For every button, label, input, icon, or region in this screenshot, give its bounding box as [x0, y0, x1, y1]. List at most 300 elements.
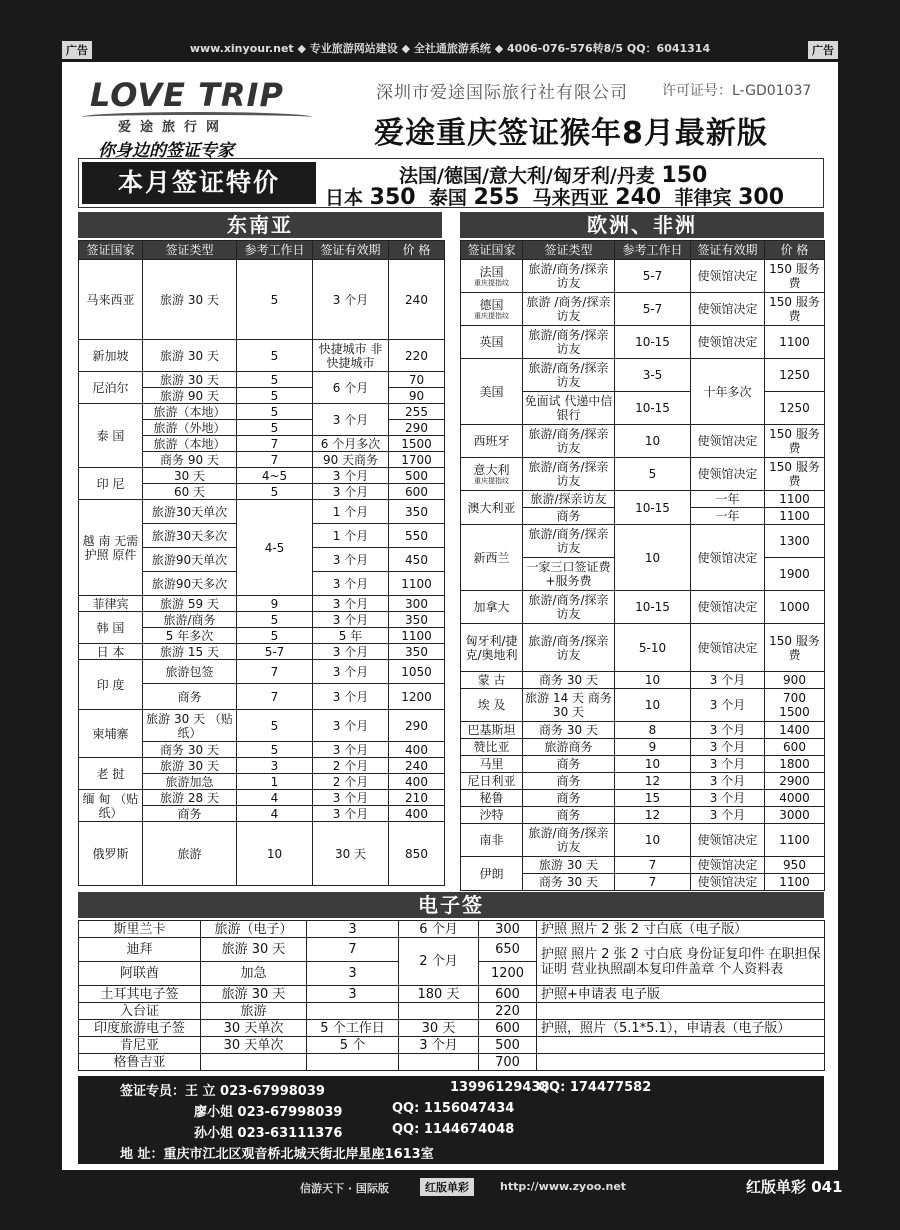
sea-col-days: 参考工作日	[237, 241, 313, 260]
license-number: 许可证号：L-GD01037	[662, 83, 812, 99]
table-row	[79, 468, 445, 484]
table-cell: 南非	[461, 824, 523, 857]
table-cell: 使领馆决定	[691, 591, 765, 624]
table-cell: 10	[615, 525, 691, 591]
special-offer-box	[78, 158, 824, 208]
table-cell: 900	[765, 672, 825, 689]
table-cell: 商务 30 天	[523, 874, 615, 891]
headline: 爱途重庆签证猴年8月最新版	[374, 116, 768, 151]
table-cell: 12	[615, 773, 691, 790]
table-cell: 5-7	[615, 260, 691, 293]
table-cell: 1100	[765, 874, 825, 891]
table-cell: 1100	[389, 628, 445, 644]
table-cell: 3 个月	[691, 807, 765, 824]
table-cell: 60 天	[143, 484, 237, 500]
table-cell: 240	[389, 758, 445, 774]
table-cell: 5	[615, 458, 691, 491]
table-cell: 旅游/商务/探亲访友	[523, 591, 615, 624]
table-row	[461, 525, 825, 558]
table-cell: 旅游 30 天	[201, 986, 307, 1003]
table-cell: 350	[389, 500, 445, 524]
table-cell: 300	[479, 921, 537, 938]
table-cell	[537, 1003, 825, 1020]
table-cell: 印度旅游电子签	[79, 1020, 201, 1037]
logo-cn: 爱途旅行网	[118, 120, 229, 135]
table-cell: 商务 30 天	[523, 672, 615, 689]
table-row	[461, 857, 825, 874]
table-cell: 500	[389, 468, 445, 484]
table-cell: 3 个月	[313, 484, 389, 500]
table-cell: 9	[237, 596, 313, 612]
table-cell: 180 天	[399, 986, 479, 1003]
top-ad-bar	[0, 36, 900, 60]
evisa-table	[78, 920, 825, 1071]
table-cell: 30 天单次	[201, 1037, 307, 1054]
eu-section-title: 欧洲、非洲	[460, 212, 824, 238]
table-cell: 护照 照片 2 张 2 寸白底 身份证复印件 在职担保证明 营业执照副本复印件盖章 个人资料表	[537, 938, 825, 986]
table-cell: 7	[237, 452, 313, 468]
table-cell: 菲律宾	[79, 596, 143, 612]
table-cell: 加拿大	[461, 591, 523, 624]
table-cell: 一年	[691, 491, 765, 508]
table-cell	[399, 1054, 479, 1071]
table-cell: 巴基斯坦	[461, 722, 523, 739]
table-cell: 150 服务费	[765, 260, 825, 293]
table-cell: 3 个月	[313, 644, 389, 660]
special-tag: 本月签证特价	[82, 162, 316, 204]
table-cell: 5	[237, 710, 313, 742]
table-cell: 3 个月	[313, 790, 389, 806]
sea-section-title: 东南亚	[78, 212, 442, 238]
table-cell: 1200	[389, 684, 445, 710]
table-cell: 2900	[765, 773, 825, 790]
table-cell: 入台证	[79, 1003, 201, 1020]
table-row	[461, 624, 825, 672]
table-cell: 西班牙	[461, 425, 523, 458]
table-cell: 7	[615, 874, 691, 891]
table-cell: 15	[615, 790, 691, 807]
table-cell: 9	[615, 739, 691, 756]
table-cell: 3 个月	[313, 612, 389, 628]
table-cell: 5	[237, 742, 313, 758]
table-cell: 商务 30 天	[523, 722, 615, 739]
table-row	[461, 591, 825, 624]
table-cell: 3000	[765, 807, 825, 824]
evisa-section-title: 电子签	[78, 892, 824, 918]
table-cell: 旅游（电子）	[201, 921, 307, 938]
table-cell: 旅游（外地）	[143, 420, 237, 436]
table-row	[79, 644, 445, 660]
table-cell: 旅游（本地）	[143, 404, 237, 420]
table-cell: 1900	[765, 558, 825, 591]
table-cell: 550	[389, 524, 445, 548]
table-row	[79, 340, 445, 372]
sea-col-country: 签证国家	[79, 241, 143, 260]
table-cell: 5-10	[615, 624, 691, 672]
table-cell: 旅游 30 天	[201, 938, 307, 962]
contact-qq-2: QQ: 1156047434	[392, 1101, 515, 1116]
table-row	[461, 293, 825, 326]
contact-line-2: 廖小姐 023-67998039	[194, 1105, 343, 1120]
table-cell: 5	[237, 260, 313, 340]
table-cell: 商务	[523, 807, 615, 824]
table-cell: 1250	[765, 392, 825, 425]
table-cell: 1100	[765, 824, 825, 857]
table-cell: 7	[615, 857, 691, 874]
table-cell: 700	[479, 1054, 537, 1071]
table-cell: 3 个月	[691, 756, 765, 773]
contact-mobile: 13996129438	[450, 1080, 550, 1095]
table-cell: 3 个月	[313, 260, 389, 340]
table-row	[79, 404, 445, 420]
table-cell: 600	[389, 484, 445, 500]
flyer-sheet	[62, 62, 838, 1170]
table-cell: 迪拜	[79, 938, 201, 962]
table-cell: 阿联酋	[79, 962, 201, 986]
table-cell: 旅游 30 天	[523, 857, 615, 874]
table-cell: 尼泊尔	[79, 372, 143, 404]
table-cell: 5	[237, 612, 313, 628]
table-cell: 十年多次	[691, 359, 765, 425]
table-cell: 350	[389, 612, 445, 628]
table-cell: 600	[479, 1020, 537, 1037]
table-cell: 商务 30 天	[143, 742, 237, 758]
table-row	[79, 822, 445, 886]
table-cell: 5	[237, 484, 313, 500]
table-row	[461, 824, 825, 857]
table-cell: 商务	[143, 684, 237, 710]
table-cell: 日 本	[79, 644, 143, 660]
table-cell: 240	[389, 260, 445, 340]
table-cell: 旅游30天多次	[143, 524, 237, 548]
table-cell: 5 年	[313, 628, 389, 644]
table-cell: 400	[389, 774, 445, 790]
table-cell	[307, 1054, 399, 1071]
table-cell: 1050	[389, 660, 445, 684]
table-cell: 印 度	[79, 660, 143, 710]
table-cell: 使领馆决定	[691, 425, 765, 458]
table-cell: 3	[307, 986, 399, 1003]
table-cell: 3 个月	[313, 572, 389, 596]
table-cell: 埃 及	[461, 689, 523, 722]
table-cell: 1500	[389, 436, 445, 452]
table-row	[461, 672, 825, 689]
table-cell: 旅游/商务/探亲访友	[523, 525, 615, 558]
table-cell: 450	[389, 548, 445, 572]
table-cell: 3 个月	[691, 722, 765, 739]
table-row	[461, 722, 825, 739]
bottom-badge: 红版单彩	[420, 1178, 474, 1196]
table-cell	[537, 1054, 825, 1071]
eu-header-row	[461, 241, 825, 260]
table-cell: 新加坡	[79, 340, 143, 372]
table-cell: 2 个月	[313, 774, 389, 790]
table-cell: 英国	[461, 326, 523, 359]
table-cell: 5-7	[615, 293, 691, 326]
europe-africa-table	[460, 240, 825, 891]
table-cell: 90	[389, 388, 445, 404]
table-cell: 150 服务费	[765, 425, 825, 458]
table-cell: 旅游/商务	[143, 612, 237, 628]
table-row	[79, 372, 445, 388]
table-cell: 7	[307, 938, 399, 962]
table-cell: 商务	[523, 790, 615, 807]
table-cell: 400	[389, 742, 445, 758]
table-cell: 1100	[765, 508, 825, 525]
table-cell: 5-7	[237, 644, 313, 660]
table-row	[79, 1037, 825, 1054]
special-line2: 日本 350 泰国 255 马来西亚 240 菲律宾 300	[325, 185, 785, 210]
ad-label-left: 广告	[62, 41, 92, 59]
table-cell: 220	[479, 1003, 537, 1020]
table-cell: 290	[389, 420, 445, 436]
table-cell: 快捷城市 非快捷城市	[313, 340, 389, 372]
table-cell: 韩 国	[79, 612, 143, 644]
table-row	[79, 612, 445, 628]
table-cell: 150 服务费	[765, 458, 825, 491]
table-cell: 8	[615, 722, 691, 739]
table-cell: 柬埔寨	[79, 710, 143, 758]
sea-col-validity: 签证有效期	[313, 241, 389, 260]
table-cell: 600	[765, 739, 825, 756]
sea-col-price: 价 格	[389, 241, 445, 260]
table-cell: 290	[389, 710, 445, 742]
table-cell: 3	[237, 758, 313, 774]
table-cell: 越 南 无需护照 原件	[79, 500, 143, 596]
table-cell: 3-5	[615, 359, 691, 392]
table-cell: 4~5	[237, 468, 313, 484]
table-cell: 3 个月	[399, 1037, 479, 1054]
table-cell: 1250	[765, 359, 825, 392]
table-cell: 30 天单次	[201, 1020, 307, 1037]
table-cell: 商务	[523, 756, 615, 773]
table-cell: 3 个月	[313, 684, 389, 710]
table-cell: 3	[307, 921, 399, 938]
table-cell: 1700	[389, 452, 445, 468]
table-row	[79, 758, 445, 774]
table-cell: 10	[615, 756, 691, 773]
table-cell: 300	[389, 596, 445, 612]
table-cell: 商务	[143, 806, 237, 822]
table-cell: 600	[479, 986, 537, 1003]
page-number: 红版单彩 041	[746, 1178, 843, 1196]
table-cell: 商务	[523, 508, 615, 525]
table-cell: 5 个工作日	[307, 1020, 399, 1037]
table-cell: 德国 重庆提指纹	[461, 293, 523, 326]
table-cell: 10-15	[615, 491, 691, 525]
table-cell: 4000	[765, 790, 825, 807]
table-cell: 旅游30天单次	[143, 500, 237, 524]
ad-label-right: 广告	[808, 41, 838, 59]
table-cell: 1 个月	[313, 524, 389, 548]
table-cell: 旅游/商务/探亲访友	[523, 425, 615, 458]
table-cell: 旅游/商务/探亲访友	[523, 624, 615, 672]
table-cell: 3 个月	[691, 689, 765, 722]
table-row	[461, 739, 825, 756]
table-cell: 加急	[201, 962, 307, 986]
contact-line-3: 孙小姐 023-63111376	[194, 1126, 343, 1141]
table-cell: 旅游/探亲访友	[523, 491, 615, 508]
table-cell: 5	[237, 420, 313, 436]
table-row	[461, 326, 825, 359]
table-cell: 肯尼亚	[79, 1037, 201, 1054]
table-cell: 免面试 代递中信银行	[523, 392, 615, 425]
table-cell	[399, 1003, 479, 1020]
table-row	[461, 425, 825, 458]
logo-brand: LOVE TRIP	[90, 76, 284, 114]
table-cell: 5	[237, 388, 313, 404]
table-cell: 500	[479, 1037, 537, 1054]
table-cell: 90 天商务	[313, 452, 389, 468]
table-cell: 10	[615, 824, 691, 857]
special-line1: 法国/德国/意大利/匈牙利/丹麦 150	[399, 163, 708, 188]
table-cell: 150 服务费	[765, 293, 825, 326]
table-cell: 350	[389, 644, 445, 660]
table-cell: 旅游加急	[143, 774, 237, 790]
contact-address: 地 址：重庆市江北区观音桥北城天街北岸星座1613室	[120, 1147, 434, 1162]
table-cell: 5	[237, 404, 313, 420]
southeast-asia-table	[78, 240, 445, 886]
table-cell: 2 个月	[313, 758, 389, 774]
table-cell: 旅游 90 天	[143, 388, 237, 404]
table-cell: 1800	[765, 756, 825, 773]
table-row	[79, 986, 825, 1003]
table-row	[461, 458, 825, 491]
table-cell: 12	[615, 807, 691, 824]
table-cell: 1300	[765, 525, 825, 558]
table-cell: 老 挝	[79, 758, 143, 790]
table-cell: 使领馆决定	[691, 525, 765, 591]
eu-col-days: 参考工作日	[615, 241, 691, 260]
table-cell: 使领馆决定	[691, 458, 765, 491]
table-cell: 5	[237, 340, 313, 372]
table-row	[461, 807, 825, 824]
table-cell: 30 天	[143, 468, 237, 484]
bottom-url: http://www.zyoo.net	[500, 1180, 627, 1193]
table-cell: 6 个月多次	[313, 436, 389, 452]
table-cell: 30 天	[399, 1020, 479, 1037]
table-cell: 1100	[389, 572, 445, 596]
table-cell: 使领馆决定	[691, 857, 765, 874]
table-cell: 伊朗	[461, 857, 523, 891]
table-cell: 旅游/商务/探亲访友	[523, 260, 615, 293]
table-cell: 使领馆决定	[691, 260, 765, 293]
table-cell: 旅游包签	[143, 660, 237, 684]
table-cell: 7	[237, 436, 313, 452]
table-cell: 马里	[461, 756, 523, 773]
table-cell: 使领馆决定	[691, 824, 765, 857]
table-cell: 3 个月	[313, 468, 389, 484]
table-cell: 旅游	[201, 1003, 307, 1020]
table-row	[79, 921, 825, 938]
table-cell: 4-5	[237, 500, 313, 596]
table-cell: 印 尼	[79, 468, 143, 500]
eu-col-type: 签证类型	[523, 241, 615, 260]
table-cell: 格鲁吉亚	[79, 1054, 201, 1071]
table-row	[79, 790, 445, 806]
table-cell: 澳大利亚	[461, 491, 523, 525]
table-cell: 700 1500	[765, 689, 825, 722]
table-cell: 缅 甸 （贴纸）	[79, 790, 143, 822]
table-cell: 尼日利亚	[461, 773, 523, 790]
table-cell: 秘鲁	[461, 790, 523, 807]
table-cell: 1000	[765, 591, 825, 624]
table-cell: 旅游 15 天	[143, 644, 237, 660]
logo-slogan: 你身边的签证专家	[98, 141, 234, 161]
table-cell	[307, 1003, 399, 1020]
table-cell: 10	[615, 672, 691, 689]
table-cell: 3 个月	[313, 660, 389, 684]
table-cell: 护照 照片 2 张 2 寸白底（电子版）	[537, 921, 825, 938]
table-cell: 150 服务费	[765, 624, 825, 672]
table-cell: 1	[237, 774, 313, 790]
table-cell: 3 个月	[313, 806, 389, 822]
table-row	[79, 260, 445, 340]
table-cell: 法国 重庆提指纹	[461, 260, 523, 293]
table-cell: 使领馆决定	[691, 624, 765, 672]
eu-col-price: 价 格	[765, 241, 825, 260]
table-row	[461, 260, 825, 293]
table-cell: 旅游 14 天 商务 30 天	[523, 689, 615, 722]
table-row	[461, 790, 825, 807]
table-cell: 30 天	[313, 822, 389, 886]
table-cell	[537, 1037, 825, 1054]
table-cell: 旅游 28 天	[143, 790, 237, 806]
table-cell: 6 个月	[399, 921, 479, 938]
table-cell: 10	[615, 689, 691, 722]
table-cell: 旅游	[143, 822, 237, 886]
table-row	[79, 1020, 825, 1037]
table-cell: 使领馆决定	[691, 293, 765, 326]
table-cell: 蒙 古	[461, 672, 523, 689]
table-cell: 护照+申请表 电子版	[537, 986, 825, 1003]
table-cell: 7	[237, 660, 313, 684]
table-cell: 商务	[523, 773, 615, 790]
bottom-brand: 信游天下 · 国际版	[300, 1182, 389, 1195]
table-cell: 1 个月	[313, 500, 389, 524]
table-row	[79, 596, 445, 612]
table-cell: 旅游/商务/探亲访友	[523, 359, 615, 392]
table-cell: 旅游90天多次	[143, 572, 237, 596]
table-cell: 意大利 重庆提指纹	[461, 458, 523, 491]
table-cell: 950	[765, 857, 825, 874]
table-cell: 220	[389, 340, 445, 372]
table-cell: 美国	[461, 359, 523, 425]
table-row	[79, 938, 825, 962]
top-ad-text: www.xinyour.net ◆ 专业旅游网站建设 ◆ 全社通旅游系统 ◆ 4006-076-576转8/5 QQ：6041314	[189, 42, 711, 55]
table-cell: 旅游（本地）	[143, 436, 237, 452]
table-cell: 俄罗斯	[79, 822, 143, 886]
table-cell: 旅游/商务/探亲访友	[523, 326, 615, 359]
table-row	[79, 500, 445, 524]
table-cell: 旅游/商务/探亲访友	[523, 824, 615, 857]
table-cell: 1100	[765, 491, 825, 508]
table-row	[461, 773, 825, 790]
table-row	[79, 1054, 825, 1071]
table-cell: 6 个月	[313, 372, 389, 404]
table-cell: 3	[307, 962, 399, 986]
table-row	[461, 359, 825, 392]
table-cell: 400	[389, 806, 445, 822]
table-cell: 3 个月	[691, 790, 765, 807]
table-cell: 旅游商务	[523, 739, 615, 756]
table-row	[461, 689, 825, 722]
sea-col-type: 签证类型	[143, 241, 237, 260]
table-cell: 10	[237, 822, 313, 886]
table-cell: 3 个月	[691, 672, 765, 689]
table-cell: 3 个月	[313, 710, 389, 742]
table-cell: 一年	[691, 508, 765, 525]
